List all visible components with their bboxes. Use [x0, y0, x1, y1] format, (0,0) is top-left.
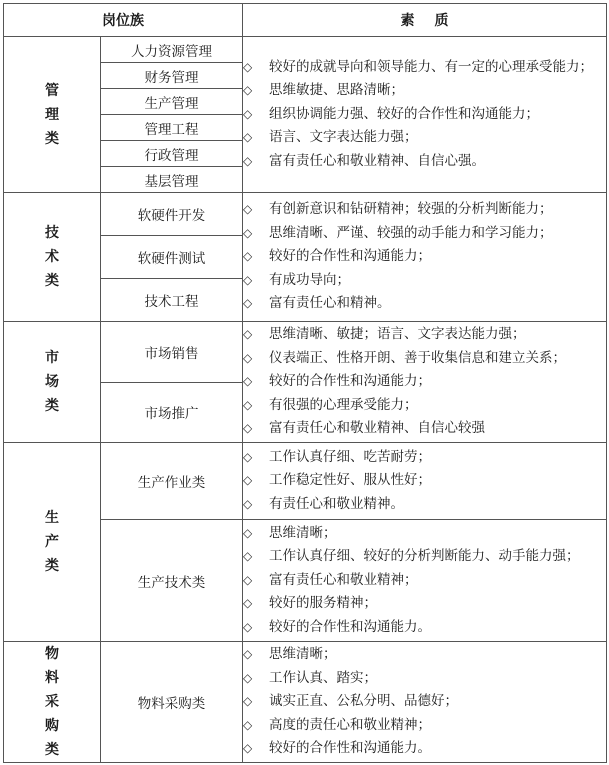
quality-item: ◇ 较好的服务精神； [243, 592, 606, 616]
white-diamond-icon: ◇ [243, 549, 253, 564]
family-label: 物料采购类 [45, 646, 59, 758]
qualification-table-document [3, 3, 606, 762]
quality-item: ◇ 较好的合作性和沟通能力。 [243, 737, 606, 761]
white-diamond-icon: ◇ [243, 473, 253, 488]
family-label: 市场类 [45, 350, 59, 414]
quality-cell [243, 193, 607, 322]
quality-item: ◇ 富有责任心和精神。 [243, 292, 606, 316]
family-cell-procurement [4, 642, 101, 763]
quality-list [243, 198, 606, 316]
quality-list [243, 522, 606, 640]
quality-item: ◇ 较好的成就导向和领导能力、有一定的心理承受能力； [243, 56, 606, 80]
white-diamond-icon: ◇ [243, 421, 253, 436]
quality-item: ◇ 工作认真仔细、吃苦耐劳； [243, 446, 606, 470]
quality-item: ◇ 组织协调能力强、较好的合作性和沟通能力； [243, 103, 606, 127]
white-diamond-icon: ◇ [243, 59, 253, 74]
quality-item: ◇ 有责任心和敬业精神。 [243, 493, 606, 517]
quality-item: ◇ 工作认真仔细、较好的分析判断能力、动手能力强； [243, 545, 606, 569]
quality-item: ◇ 仪表端正、性格开朗、善于收集信息和建立关系； [243, 347, 606, 371]
white-diamond-icon: ◇ [243, 296, 253, 311]
quality-item: ◇ 富有责任心和敬业精神； [243, 569, 606, 593]
job-subtable [101, 322, 242, 442]
job-list-cell [101, 322, 243, 443]
family-label: 生产类 [45, 510, 59, 574]
quality-item: ◇ 较好的合作性和沟通能力； [243, 245, 606, 269]
white-diamond-icon: ◇ [243, 249, 253, 264]
quality-item: ◇ 思维清晰； [243, 643, 606, 667]
quality-item: ◇ 有成功导向； [243, 269, 606, 293]
header-row [4, 4, 607, 37]
quality-item: ◇ 诚实正直、公私分明、品德好； [243, 690, 606, 714]
family-label: 技术类 [45, 225, 59, 289]
quality-item: ◇ 富有责任心和敬业精神、自信心较强 [243, 417, 606, 441]
white-diamond-icon: ◇ [243, 647, 253, 662]
quality-cell [243, 642, 607, 763]
job-item: 人力资源管理 [101, 37, 242, 63]
quality-cell [243, 322, 607, 443]
job-item: 技术工程 [144, 294, 199, 310]
white-diamond-icon: ◇ [243, 496, 253, 511]
family-cell-management [4, 37, 101, 193]
white-diamond-icon: ◇ [243, 106, 253, 121]
job-item: 市场销售 [101, 322, 242, 382]
white-diamond-icon: ◇ [243, 449, 253, 464]
quality-item: ◇ 思维清晰、敏捷；语言、文字表达能力强； [243, 323, 606, 347]
quality-list [243, 446, 606, 517]
job-item: 生产技术类 [101, 520, 243, 642]
quality-item: ◇ 语言、文字表达能力强； [243, 126, 606, 150]
job-list-cell [101, 193, 243, 322]
white-diamond-icon: ◇ [243, 694, 253, 709]
quality-item: ◇ 思维敏捷、思路清晰； [243, 79, 606, 103]
family-cell-marketing [4, 322, 101, 443]
job-item: 管理工程 [101, 115, 242, 141]
family-cell-technical [4, 193, 101, 322]
white-diamond-icon: ◇ [243, 202, 253, 217]
quality-item: ◇ 工作认真、踏实； [243, 667, 606, 691]
white-diamond-icon: ◇ [243, 374, 253, 389]
quality-list [243, 56, 606, 174]
job-item: 软硬件开发 [101, 193, 242, 236]
family-cell-production [4, 443, 101, 642]
job-item: 物料采购类 [101, 642, 243, 763]
quality-item: ◇ 富有责任心和敬业精神、自信心强。 [243, 150, 606, 174]
white-diamond-icon: ◇ [243, 572, 253, 587]
white-diamond-icon: ◇ [243, 670, 253, 685]
quality-item: ◇ 思维清晰； [243, 522, 606, 546]
quality-list [243, 323, 606, 441]
white-diamond-icon: ◇ [243, 717, 253, 732]
job-item: 生产管理 [101, 89, 242, 115]
white-diamond-icon: ◇ [243, 741, 253, 756]
quality-cell [243, 443, 607, 520]
job-list-cell [101, 37, 243, 193]
header-job-family: 岗位族 [4, 4, 243, 37]
quality-item: ◇ 有很强的心理承受能力； [243, 394, 606, 418]
job-item: 软硬件测试 [101, 236, 242, 279]
white-diamond-icon: ◇ [243, 397, 253, 412]
quality-item: ◇ 工作稳定性好、服从性好； [243, 469, 606, 493]
white-diamond-icon: ◇ [243, 83, 253, 98]
white-diamond-icon: ◇ [243, 153, 253, 168]
job-item: 行政管理 [101, 141, 242, 167]
quality-item: ◇ 思维清晰、严谨、较强的动手能力和学习能力； [243, 222, 606, 246]
quality-list [243, 643, 606, 761]
white-diamond-icon: ◇ [243, 596, 253, 611]
quality-cell [243, 520, 607, 642]
quality-item: ◇ 较好的合作性和沟通能力； [243, 370, 606, 394]
quality-item: ◇ 高度的责任心和敬业精神； [243, 714, 606, 738]
quality-item: ◇ 有创新意识和钻研精神；较强的分析判断能力； [243, 198, 606, 222]
group-row-procurement [4, 642, 607, 763]
white-diamond-icon: ◇ [243, 225, 253, 240]
white-diamond-icon: ◇ [243, 272, 253, 287]
white-diamond-icon: ◇ [243, 525, 253, 540]
job-item: 市场推广 [144, 406, 199, 423]
job-item: 生产作业类 [101, 443, 243, 520]
group-row-technical [4, 193, 607, 322]
group-row-marketing [4, 322, 607, 443]
header-quality: 素质 [243, 4, 607, 37]
job-subtable [101, 193, 242, 321]
job-item: 财务管理 [101, 63, 242, 89]
group-row-management [4, 37, 607, 193]
white-diamond-icon: ◇ [243, 619, 253, 634]
group-row-production-operations [4, 443, 607, 520]
quality-item: ◇ 较好的合作性和沟通能力。 [243, 616, 606, 640]
job-item: 基层管理 [144, 173, 199, 190]
white-diamond-icon: ◇ [243, 130, 253, 145]
qualification-table [3, 3, 607, 763]
white-diamond-icon: ◇ [243, 350, 253, 365]
family-label: 管理类 [45, 82, 59, 147]
quality-cell [243, 37, 607, 193]
white-diamond-icon: ◇ [243, 327, 253, 342]
job-subtable [101, 37, 242, 192]
